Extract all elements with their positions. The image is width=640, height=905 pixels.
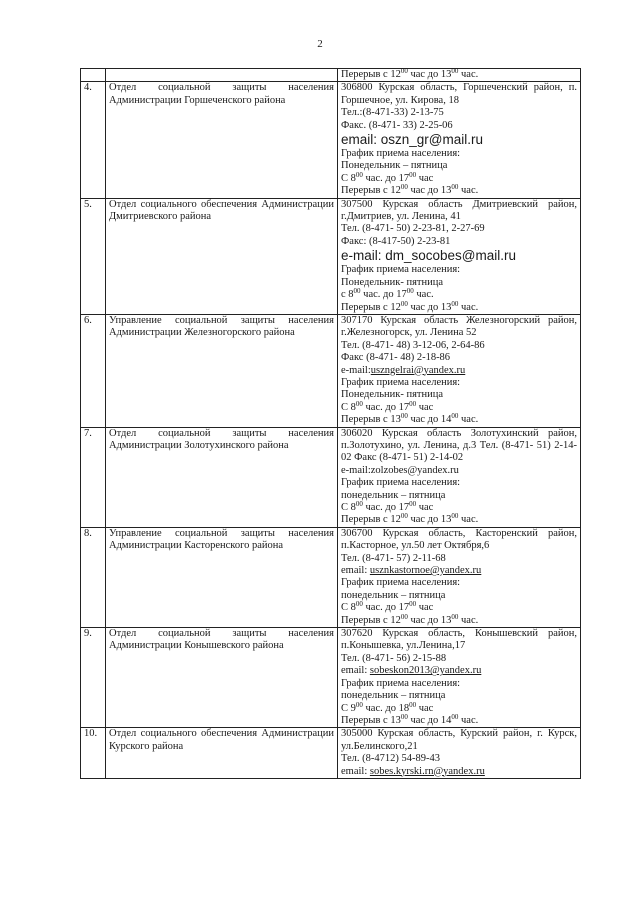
contacts-cell [338, 427, 581, 527]
postal-address: 305000 Курская область, Курский район, г. Курск, ул.Белинского,21 [341, 728, 577, 752]
table-row [81, 728, 581, 779]
contacts-cell [338, 69, 581, 82]
email-line: e-mail:zolzobes@yandex.ru [341, 464, 459, 476]
email-address[interactable]: oszn_gr@mail.ru [380, 132, 484, 148]
schedule-title: График приема населения: [341, 264, 461, 276]
row-number: 6. [81, 314, 106, 427]
schedule-title: График приема населения: [341, 376, 461, 388]
postal-address: 306800 Курская область, Горшеченский район, п. Горшечное, ул. Кирова, 18 [341, 82, 577, 106]
fax-line: Факс. (8-471- 33) 2-25-06 [341, 119, 453, 131]
organization-cell [106, 69, 338, 82]
table-row [81, 314, 581, 427]
organization-name: Управление социальной защиты населения Администрации Касторенского района [106, 527, 338, 627]
email-line: email: oszn_gr@mail.ru [341, 132, 484, 148]
email-line: email: sobeskon2013@yandex.ru [341, 665, 482, 677]
row-number: 10. [81, 728, 106, 779]
row-number: 5. [81, 198, 106, 314]
working-days: Понедельник- пятница [341, 389, 444, 401]
organization-name: Отдел социальной защиты населения Администрации Золотухинского района [106, 427, 338, 527]
fax-line: Факс: (8-417-50) 2-23-81 [341, 235, 451, 247]
fax-line: Факс (8-471- 48) 2-18-86 [341, 352, 451, 364]
email-address[interactable]: dm_socobes@mail.ru [385, 248, 517, 264]
phone-line: Тел. (8-471- 51) 2-14-02 [341, 439, 577, 464]
table-row [81, 527, 581, 627]
working-hours: с $8^{00}$ час. до $17^{00}$ час. [341, 287, 434, 301]
email-address[interactable]: sobeskon2013@yandex.ru [369, 665, 482, 677]
lunch-break-line: Перерыв с $13^{00}$ час до $14^{00}$ час. [341, 412, 479, 426]
email-address[interactable]: zolzobes@yandex.ru [370, 464, 459, 476]
working-days: понедельник – пятница [341, 589, 446, 601]
organization-name: Отдел социального обеспечения Администрации Дмитриевского района [106, 198, 338, 314]
schedule-title: График приема населения: [341, 477, 461, 489]
working-hours: С $8^{00}$ час. до $17^{00}$ час [341, 600, 434, 614]
contacts-cell [338, 527, 581, 627]
email-line: email: usznkastornoe@yandex.ru [341, 565, 482, 577]
working-hours: С $9^{00}$ час. до $18^{00}$ час [341, 700, 434, 714]
email-address[interactable]: uszngelrai@yandex.ru [370, 364, 466, 376]
postal-address: 307620 Курская область, Конышевский район, п.Конышевка, ул.Ленина,17 [341, 628, 577, 652]
organization-name: Отдел социального обеспечения Администрации Курского района [106, 728, 338, 779]
schedule-title: График приема населения: [341, 577, 461, 589]
phone-line: Тел. (8-471- 50) 2-23-81, 2-27-69 [341, 223, 485, 235]
email-address[interactable]: usznkastornoe@yandex.ru [369, 565, 482, 577]
organization-name: Отдел социальной защиты населения Администрации Горшеченского района [106, 82, 338, 198]
lunch-break-line: Перерыв с $12^{00}$ час до $13^{00}$ час. [341, 67, 479, 80]
working-days: понедельник – пятница [341, 690, 446, 702]
contacts-cell [338, 728, 581, 779]
lunch-break-line: Перерыв с $12^{00}$ час до $13^{00}$ час. [341, 299, 479, 313]
working-days: Понедельник – пятница [341, 160, 448, 172]
working-hours: С $8^{00}$ час. до $17^{00}$ час [341, 399, 434, 413]
working-hours: С $8^{00}$ час. до $17^{00}$ час [341, 170, 434, 184]
organization-name: Управление социальной защиты населения Администрации Железногорского района [106, 314, 338, 427]
working-days: понедельник – пятница [341, 489, 446, 501]
row-number-cell [81, 69, 106, 82]
lunch-break-line: Перерыв с $12^{00}$ час до $13^{00}$ час. [341, 512, 479, 526]
contacts-cell [338, 314, 581, 427]
working-hours: С $8^{00}$ час. до $17^{00}$ час [341, 500, 434, 513]
table-row [81, 628, 581, 728]
fax-line: Факс (8-471- 51) 2-14-02 [354, 452, 464, 464]
page-number: 2 [317, 38, 323, 50]
email-line: email: sobes.kyrski.rn@yandex.ru [341, 765, 485, 777]
organization-name: Отдел социальной защиты населения Администрации Конышевского района [106, 628, 338, 728]
table-row [81, 82, 581, 198]
schedule-title: График приема населения: [341, 677, 461, 689]
row-number: 7. [81, 427, 106, 527]
contacts-cell [338, 82, 581, 198]
contacts-cell [338, 628, 581, 728]
postal-address-phone-fax: 306020 Курская область Золотухинский район, п.Золотухино, ул. Ленина, д.3 Тел. (8-471- 51) 2-14-02 Факс (8-471- 51) 2-14-02 [341, 427, 577, 464]
lunch-break-line: Перерыв с $12^{00}$ час до $13^{00}$ час. [341, 612, 479, 626]
social-protection-offices-table [80, 68, 581, 779]
email-line: e-mail:uszngelrai@yandex.ru [341, 364, 466, 376]
lunch-break-line: Перерыв с $13^{00}$ час до $14^{00}$ час. [341, 712, 479, 726]
table-row-continuation [81, 69, 581, 82]
row-number: 8. [81, 527, 106, 627]
phone-line: Тел.:(8-471-33) 2-13-75 [341, 107, 444, 119]
phone-line: Тел. (8-471- 56) 2-15-88 [341, 652, 447, 664]
row-number: 4. [81, 82, 106, 198]
schedule-title: График приема населения: [341, 148, 461, 160]
lunch-break-line: Перерыв с $12^{00}$ час до $13^{00}$ час. [341, 183, 479, 197]
postal-address: 306700 Курская область, Касторенский район, п.Касторное, ул.50 лет Октября,6 [341, 527, 577, 552]
contacts-cell [338, 198, 581, 314]
email-address[interactable]: sobes.kyrski.rn@yandex.ru [369, 765, 485, 777]
row-number: 9. [81, 628, 106, 728]
phone-line: Тел. (8-471- 48) 3-12-06, 2-64-86 [341, 339, 485, 351]
postal-address: 307500 Курская область Дмитриевский район, г.Дмитриев, ул. Ленина, 41 [341, 198, 577, 223]
working-days: Понедельник- пятница [341, 276, 444, 288]
email-line: e-mail: dm_socobes@mail.ru [341, 248, 517, 264]
postal-address: 307170 Курская область Железногорский район, г.Железногорск, ул. Ленина 52 [341, 314, 577, 339]
phone-line: Тел. (8-4712) 54-89-43 [341, 753, 441, 765]
table-row [81, 427, 581, 527]
phone-line: Тел. (8-471- 57) 2-11-68 [341, 552, 446, 564]
table-row [81, 198, 581, 314]
